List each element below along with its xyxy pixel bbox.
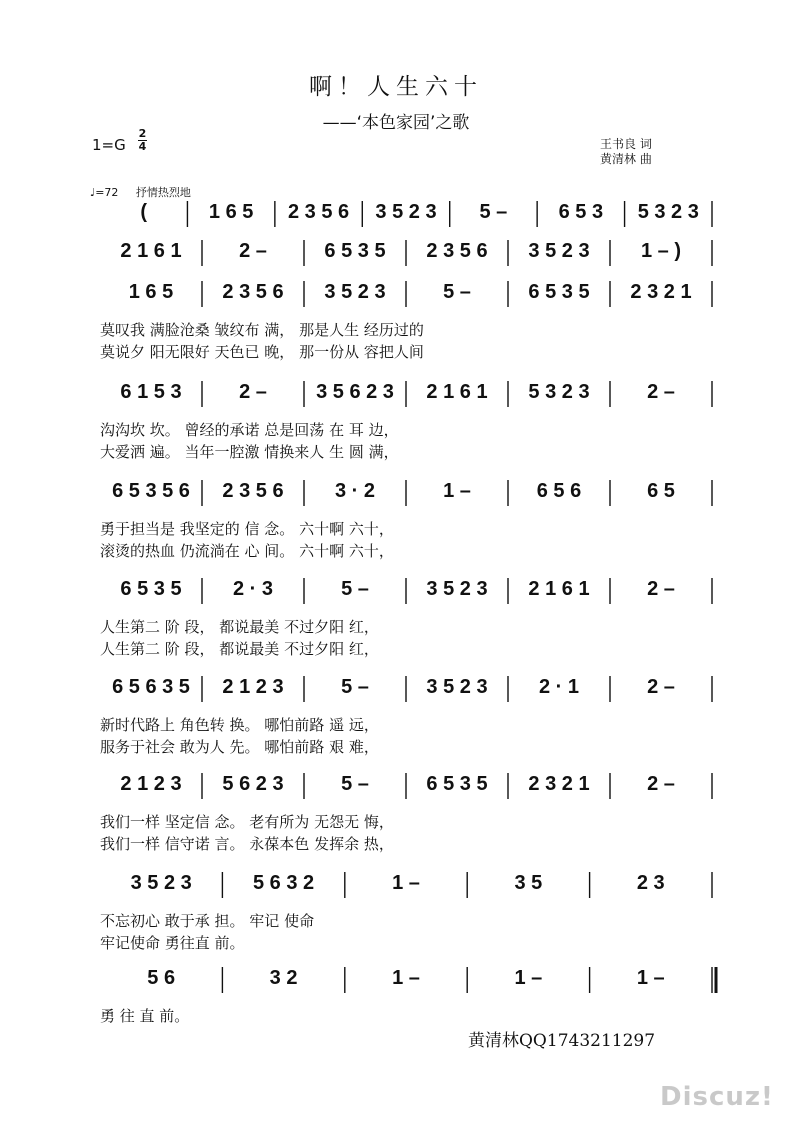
measure-notes: 2 1 2 3: [120, 773, 182, 795]
lyric-line: 人生第二 阶 段， 都说最美 不过夕阳 红，: [100, 640, 379, 658]
lyric-line: 我们一样 信守诺 言。 永葆本色 发挥余 热，: [100, 835, 394, 853]
measure-notes: 2 3 2 1: [528, 773, 590, 795]
measure-notes: 2 3 5 6: [222, 281, 284, 303]
lyric-line: 服务于社会 敢为人 先。 哪怕前路 艰 难，: [100, 738, 379, 756]
measure-notes: 3 2: [269, 967, 298, 989]
measure-notes: 2 3 2 1: [630, 281, 692, 303]
measure-notes: 5 3 2 3: [528, 381, 590, 403]
measure-notes: 2 1 6 1: [120, 240, 182, 262]
measure-notes: 5 –: [443, 281, 471, 303]
measure-notes: 3 5 2 3: [426, 676, 488, 698]
measure-notes: (: [140, 201, 148, 223]
measure-notes: 1 –: [636, 967, 665, 989]
measure-notes: 5 –: [341, 578, 369, 600]
measure-notes: 6 5 3 5: [528, 281, 590, 303]
measure-notes: 1 –: [392, 872, 420, 894]
measure-notes: 2 1 2 3: [222, 676, 284, 698]
tempo-expression: 抒情热烈地: [135, 186, 191, 199]
measure-notes: 3 5: [514, 872, 543, 894]
lyric-line: 莫说夕 阳无限好 天色已 晚， 那一份从 容把人间: [100, 343, 424, 361]
measure-notes: 2 –: [647, 676, 675, 698]
measure-notes: 2 –: [647, 773, 675, 795]
measure-notes: 2 · 1: [538, 676, 580, 698]
page-subtitle: ——‘本色家园’之歌: [322, 113, 470, 133]
measure-notes: 5 6 2 3: [222, 773, 284, 795]
signature: 黄清林QQ1743211297: [468, 1031, 656, 1051]
measure-notes: 2 3 5 6: [426, 240, 488, 262]
tempo-mark: ♩=72: [90, 186, 119, 199]
measure-notes: 3 5 2 3: [130, 872, 192, 894]
lyric-line: 滚烫的热血 仍流淌在 心 间。 六十啊 六十，: [100, 542, 394, 560]
lyric-line: 沟沟坎 坎。 曾经的承诺 总是回荡 在 耳 边，: [100, 421, 399, 439]
measure-notes: 2 1 6 1: [528, 578, 590, 600]
composer-credit: 黄清林 曲: [600, 152, 652, 166]
measure-notes: 6 5 6: [536, 480, 582, 502]
measure-notes: 2 –: [239, 240, 267, 262]
lyric-line: 新时代路上 角色转 换。 哪怕前路 遥 远，: [100, 716, 379, 734]
measure-notes: 6 5 3 5 6: [112, 480, 190, 502]
meter-bottom: 4: [138, 140, 147, 153]
measure-notes: 5 6: [147, 967, 176, 989]
measure-notes: 3 · 2: [334, 480, 376, 502]
measure-notes: 6 5 6 3 5: [112, 676, 190, 698]
measure-notes: 5 –: [479, 201, 508, 223]
measure-notes: 1 –: [443, 480, 471, 502]
measure-notes: 2 –: [647, 381, 675, 403]
measure-notes: 2 3 5 6: [222, 480, 284, 502]
measure-notes: 1 6 5: [128, 281, 174, 303]
measure-notes: 6 5 3 5: [120, 578, 182, 600]
page-title: 啊！人生六十: [309, 74, 483, 100]
measure-notes: 6 5 3: [558, 201, 604, 223]
lyric-line: 大爱洒 遍。 当年一腔激 情换来人 生 圆 满，: [100, 443, 399, 461]
measure-notes: 2 1 6 1: [426, 381, 488, 403]
measure-notes: 1 –: [514, 967, 543, 989]
meter-top: 2: [138, 127, 147, 140]
measure-notes: 6 5 3 5: [324, 240, 386, 262]
measure-notes: 6 5 3 5: [426, 773, 488, 795]
measure-notes: 5 6 3 2: [253, 872, 315, 894]
measure-notes: 1 – ): [640, 240, 682, 262]
lyric-line: 莫叹我 满脸沧桑 皱纹布 满， 那是人生 经历过的: [100, 321, 424, 339]
measure-notes: 3 5 2 3: [528, 240, 590, 262]
measure-notes: 5 –: [341, 773, 369, 795]
key-signature: 1=G: [92, 136, 126, 154]
measure-notes: 2 –: [647, 578, 675, 600]
measure-notes: 5 3 2 3: [637, 201, 699, 223]
measure-notes: 6 1 5 3: [120, 381, 182, 403]
measure-notes: 3 5 2 3: [324, 281, 386, 303]
measure-notes: 5 –: [341, 676, 369, 698]
measure-notes: 2 3 5 6: [287, 201, 350, 223]
lyric-line: 牢记使命 勇往直 前。: [100, 934, 245, 952]
lyric-line: 我们一样 坚定信 念。 老有所为 无怨无 悔，: [100, 813, 394, 831]
measure-notes: 1 –: [392, 967, 420, 989]
measure-notes: 2 · 3: [232, 578, 274, 600]
measure-notes: 1 6 5: [208, 201, 254, 223]
lyric-line: 不忘初心 敢于承 担。 牢记 使命: [100, 912, 315, 930]
lyric-line: 勇于担当是 我坚定的 信 念。 六十啊 六十，: [100, 520, 394, 538]
measure-notes: 3 5 6 2 3: [316, 381, 394, 403]
lyric-line: 勇 往 直 前。: [100, 1007, 190, 1025]
measure-notes: 6 5: [647, 480, 675, 502]
measure-notes: 3 5 2 3: [426, 578, 488, 600]
lyric-line: 人生第二 阶 段， 都说最美 不过夕阳 红，: [100, 618, 379, 636]
watermark-logo: Discuz!: [660, 1082, 774, 1112]
measure-notes: 2 –: [239, 381, 267, 403]
measure-notes: 3 5 2 3: [375, 201, 437, 223]
lyricist-credit: 王书良 词: [600, 137, 652, 151]
measure-notes: 2 3: [636, 872, 665, 894]
